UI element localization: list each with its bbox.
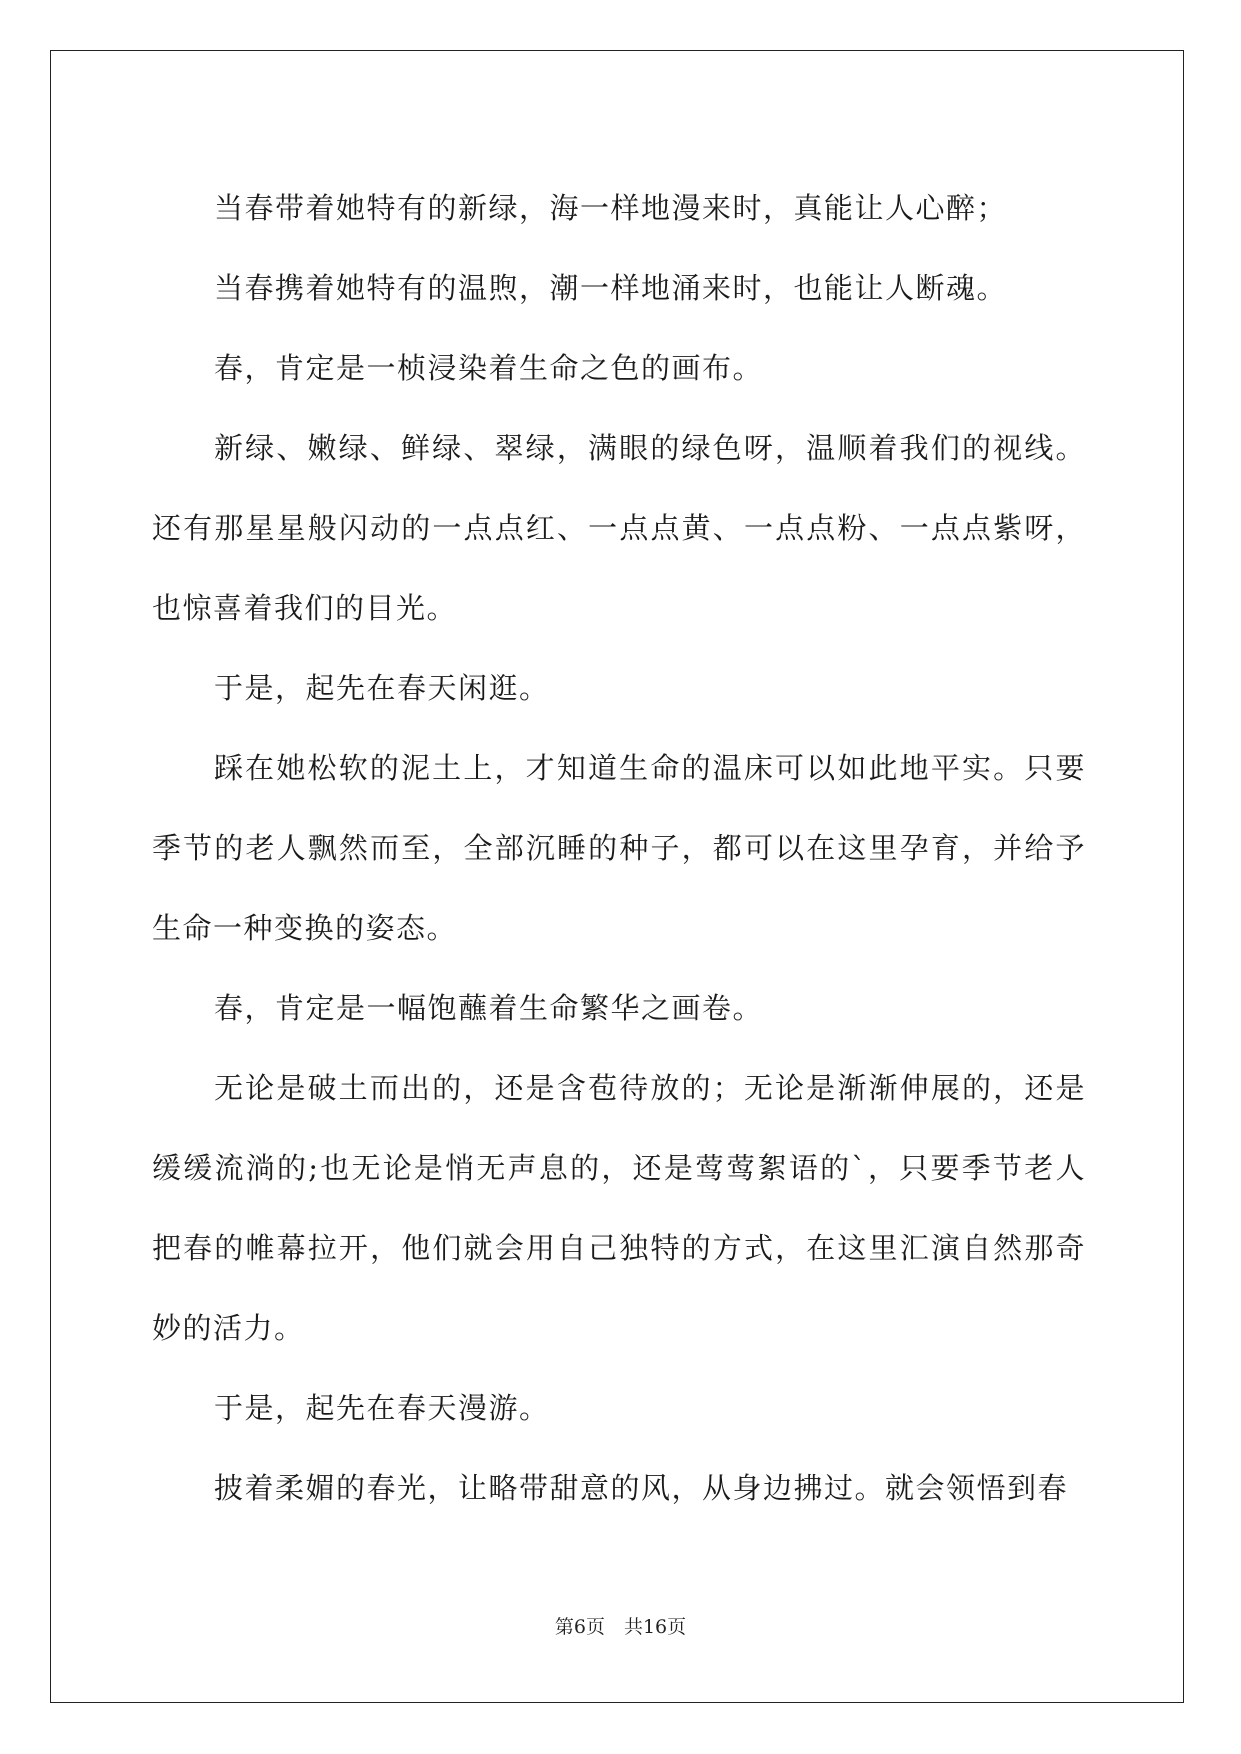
paragraph: 当春带着她特有的新绿，海一样地漫来时，真能让人心醉； bbox=[214, 191, 1008, 225]
paragraph: 当春携着她特有的温煦，潮一样地涌来时，也能让人断魂。 bbox=[214, 271, 1008, 305]
paragraph: 春，肯定是一幅饱蘸着生命繁华之画卷。 bbox=[214, 991, 764, 1025]
paragraph: 于是，起先在春天闲逛。 bbox=[214, 671, 550, 705]
page-number-footer: 第6页 共16页 bbox=[554, 1616, 687, 1638]
document-body bbox=[152, 168, 1086, 1528]
paragraph: 新绿、嫩绿、鲜绿、翠绿，满眼的绿色呀，温顺着我们的视线。还有那星星般闪动的一点点红、一点点黄、一点点粉、一点点紫呀，也惊喜着我们的目光。 bbox=[152, 431, 1086, 625]
paragraph: 于是，起先在春天漫游。 bbox=[214, 1391, 550, 1425]
paragraph: 春，肯定是一桢浸染着生命之色的画布。 bbox=[214, 351, 764, 385]
paragraph: 踩在她松软的泥土上，才知道生命的温床可以如此地平实。只要季节的老人飘然而至，全部沉睡的种子，都可以在这里孕育，并给予生命一种变换的姿态。 bbox=[152, 751, 1086, 945]
paragraph: 无论是破土而出的，还是含苞待放的；无论是渐渐伸展的，还是缓缓流淌的;也无论是悄无声息的，还是莺莺絮语的`，只要季节老人把春的帷幕拉开，他们就会用自己独特的方式，在这里汇演自然那奇妙的活力。 bbox=[152, 1071, 1086, 1345]
paragraph: 披着柔媚的春光，让略带甜意的风，从身边拂过。就会领悟到春 bbox=[214, 1471, 1069, 1505]
